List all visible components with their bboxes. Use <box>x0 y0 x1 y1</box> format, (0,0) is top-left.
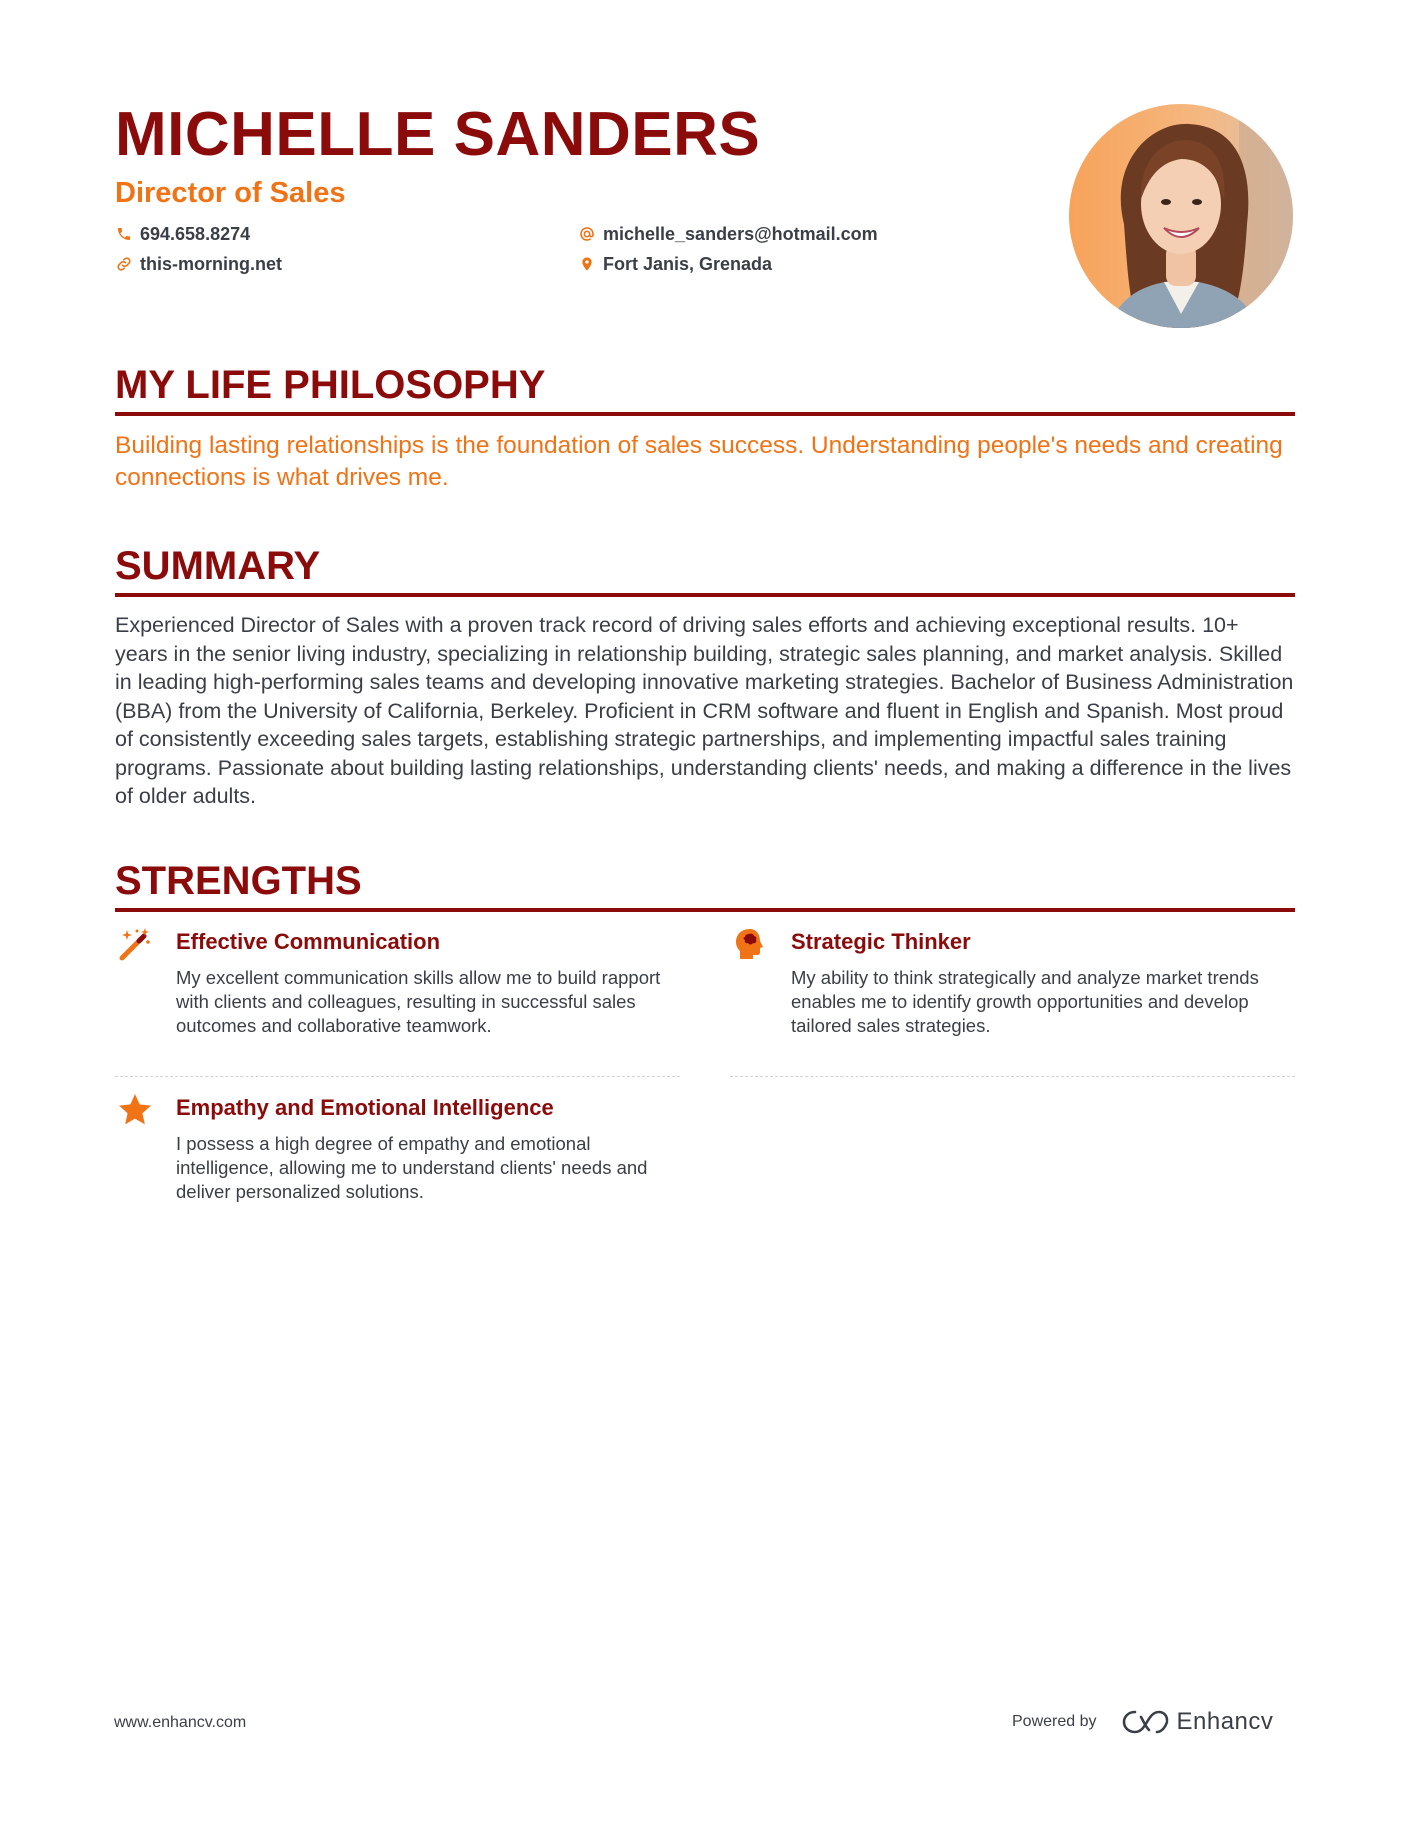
summary-text: Experienced Director of Sales with a proven track record of driving sales efforts and achieving exceptional results. 10+ years in the senior living industry, specializing in relationship building, strategic sales planning, and market analysis. Skilled in leading high-performing sales teams and developing innovative marketing strategies. Bachelor of Business Administration (BBA) from the University of California, Berkeley. Proficient in CRM software and fluent in English and Spanish. Most proud of consistently exceeding sales targets, establishing strategic partnerships, and implementing impactful sales training programs. Passionate about building lasting relationships, understanding clients' needs, and making a difference in the lives of older adults. <box>115 613 1294 808</box>
strengths-title: STRENGTHS <box>115 858 1295 912</box>
summary-title: SUMMARY <box>115 543 1295 597</box>
strength-description: My ability to think strategically and analyze market trends enables me to identify growth opportunities and develop tailored sales strategies. <box>791 967 1259 1036</box>
strength-title: Empathy and Emotional Intelligence <box>176 1095 554 1120</box>
philosophy-text: Building lasting relationships is the foundation of sales success. Understanding people's needs and creating connections is what drives me. <box>115 432 1283 491</box>
contact-website-text: this-morning.net <box>140 253 282 274</box>
philosophy-section <box>115 362 1295 494</box>
philosophy-title: MY LIFE PHILOSOPHY <box>115 362 1295 416</box>
contact-location-text: Fort Janis, Grenada <box>603 253 773 274</box>
strength-title: Effective Communication <box>176 929 441 954</box>
footer-website-link[interactable]: www.enhancv.com <box>114 1714 247 1731</box>
strengths-grid <box>115 922 1295 1232</box>
enhancv-brand-name: Enhancv <box>1176 1708 1274 1735</box>
star-icon <box>115 1090 155 1130</box>
resume-header <box>115 100 1075 276</box>
strengths-section <box>115 858 1295 1232</box>
strength-description: My excellent communication skills allow me to build rapport with clients and colleagues, resulting in successful sales outcomes and collaborative teamwork. <box>176 967 661 1036</box>
footer-branding[interactable] <box>1012 1702 1273 1742</box>
strength-description: I possess a high degree of empathy and emotional intelligence, allowing me to understand clients' needs and deliver personalized solutions. <box>176 1133 648 1202</box>
enhancv-logo-icon <box>1121 1708 1169 1736</box>
contact-phone-text: 694.658.8274 <box>140 223 251 244</box>
summary-section <box>115 543 1295 811</box>
candidate-name: MICHELLE SANDERS <box>115 100 761 169</box>
brain-head-icon <box>730 924 770 964</box>
strength-divider <box>730 1076 1295 1077</box>
powered-by-label: Powered by <box>1012 1713 1097 1730</box>
at-sign-icon <box>578 225 596 243</box>
contact-phone[interactable] <box>115 222 578 246</box>
contact-list <box>115 222 1075 276</box>
magic-wand-icon <box>115 924 155 964</box>
profile-photo <box>1069 104 1293 328</box>
strength-title: Strategic Thinker <box>791 929 971 954</box>
candidate-role: Director of Sales <box>115 177 346 209</box>
location-pin-icon <box>578 255 596 273</box>
link-icon <box>115 255 133 273</box>
contact-location <box>578 252 978 276</box>
contact-email-text: michelle_sanders@hotmail.com <box>603 223 878 244</box>
strength-divider <box>115 1076 680 1077</box>
profile-photo-illustration <box>1069 104 1293 328</box>
contact-email[interactable] <box>578 222 978 246</box>
contact-website[interactable] <box>115 252 578 276</box>
phone-icon <box>115 225 133 243</box>
